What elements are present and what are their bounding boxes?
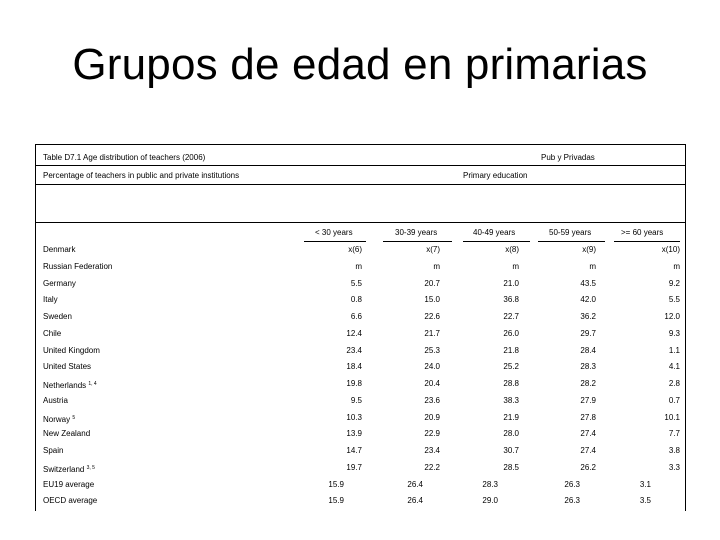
country-name: Sweden [43,312,72,321]
divider [36,165,685,166]
footnote-marker: 5 [72,414,76,421]
cell-60-plus: 4.1 [668,362,680,372]
table-subcaption: Percentage of teachers in public and private institutions [43,171,240,180]
table-row [36,328,685,340]
cell-60-plus: 10.1 [664,412,680,422]
cell-50-59: 27.9 [580,395,596,405]
cell-50-59: x(9) [582,245,596,254]
country-name: United States [43,362,92,372]
cell-under-30: x(6) [348,245,362,254]
row-label [43,261,112,273]
table-subcaption-right: Primary education [463,171,528,180]
cell-50-59: 28.4 [580,345,596,355]
cell-under-30: 15.9 [328,496,344,506]
row-label [43,328,61,340]
cell-under-30: 6.6 [350,312,362,321]
cell-60-plus: 3.1 [639,479,651,489]
cell-40-49: 28.3 [482,479,498,489]
cell-50-59: 26.3 [564,496,580,506]
cell-50-59: 26.3 [564,479,580,489]
country-name: Switzerland [43,464,85,474]
table-row [36,311,685,323]
cell-50-59: 29.7 [580,328,596,338]
cell-60-plus: m [673,261,680,271]
row-label [43,428,90,440]
column-header-50-59: 50-59 years [549,228,592,237]
row-label [43,412,75,426]
cell-50-59: 27.4 [580,446,596,455]
column-underline [614,241,680,242]
row-label [43,445,63,457]
cell-50-59: 27.8 [580,412,596,422]
row-label [43,311,72,323]
cell-50-59: 26.2 [580,462,596,472]
cell-under-30: 9.5 [350,395,362,405]
column-header-60-plus: >= 60 years [621,228,664,237]
cell-under-30: 15.9 [328,479,344,489]
cell-30-39: 22.9 [424,429,440,439]
cell-30-39: 20.7 [424,278,440,288]
column-underline [304,241,366,242]
row-label [43,345,100,357]
cell-60-plus: 9.3 [668,328,680,338]
divider [36,184,685,185]
cell-30-39: 26.4 [407,479,423,489]
cell-50-59: 28.3 [580,362,596,372]
cell-50-59: 36.2 [580,312,596,321]
cell-30-39: 21.7 [424,328,440,338]
row-label [43,294,58,306]
row-label [43,479,94,491]
country-name: EU19 average [43,479,95,489]
column-header-40-49: 40-49 years [473,228,516,237]
table-row [36,361,685,373]
cell-60-plus: 9.2 [668,278,680,288]
country-name: United Kingdom [43,345,100,355]
country-name: Spain [43,446,64,455]
country-name: OECD average [43,496,98,506]
cell-40-49: 25.2 [503,362,519,372]
column-header-under-30: < 30 years [315,228,353,237]
column-underline [463,241,530,242]
cell-40-49: 21.0 [503,278,519,288]
cell-60-plus: 5.5 [668,295,680,305]
cell-40-49: 21.9 [503,412,519,422]
cell-under-30: 10.3 [346,412,362,422]
country-name: Netherlands [43,381,87,390]
cell-30-39: 23.6 [424,395,440,405]
row-label [43,495,97,507]
cell-30-39: 26.4 [407,496,423,506]
cell-under-30: 14.7 [346,446,362,455]
cell-under-30: 19.7 [346,462,362,472]
table-row [36,395,685,407]
slide-title: Grupos de edad en primarias [72,40,648,89]
table-row [36,378,685,390]
table-row [36,428,685,440]
table-row [36,278,685,290]
table-row [36,294,685,306]
country-name: Denmark [43,245,76,254]
cell-40-49: 28.8 [503,379,519,388]
table-row [36,479,685,491]
row-label [43,395,68,407]
cell-40-49: 30.7 [503,446,519,455]
cell-60-plus: 0.7 [668,395,680,405]
cell-60-plus: 7.7 [668,429,680,439]
cell-30-39: m [433,261,440,271]
table-row [36,495,685,507]
cell-under-30: 0.8 [350,295,362,305]
row-label [43,361,91,373]
cell-50-59: 27.4 [580,429,596,439]
cell-30-39: 15.0 [424,295,440,305]
table-row [36,261,685,273]
cell-60-plus: 12.0 [664,312,680,321]
cell-under-30: 12.4 [346,328,362,338]
cell-30-39: 23.4 [424,446,440,455]
column-underline [383,241,452,242]
cell-40-49: 26.0 [503,328,519,338]
cell-60-plus: 3.3 [668,462,680,472]
cell-50-59: 28.2 [580,379,596,388]
data-table [35,144,686,511]
footnote-marker: 3, 5 [86,464,95,471]
cell-40-49: 28.0 [503,429,519,439]
divider [36,222,685,223]
cell-under-30: m [355,261,362,271]
cell-30-39: 22.6 [424,312,440,321]
row-label [43,378,97,392]
cell-60-plus: 3.8 [668,446,680,455]
table-row [36,412,685,424]
column-underline [538,241,605,242]
cell-50-59: 42.0 [580,295,596,305]
country-name: New Zealand [43,429,91,439]
cell-60-plus: 3.5 [639,496,651,506]
country-name: Russian Federation [43,261,113,271]
cell-60-plus: 1.1 [668,345,680,355]
cell-40-49: 29.0 [482,496,498,506]
cell-60-plus: x(10) [661,245,680,254]
cell-40-49: 22.7 [503,312,519,321]
country-name: Germany [43,278,76,288]
table-row [36,244,685,256]
cell-30-39: 20.4 [424,379,440,388]
row-label [43,278,76,290]
cell-under-30: 18.4 [346,362,362,372]
cell-50-59: 43.5 [580,278,596,288]
cell-40-49: 36.8 [503,295,519,305]
cell-30-39: 22.2 [424,462,440,472]
cell-30-39: x(7) [426,245,440,254]
table-row [36,462,685,474]
cell-30-39: 20.9 [424,412,440,422]
row-label [43,244,75,256]
country-name: Norway [43,414,71,424]
table-caption-right: Pub y Privadas [541,153,595,162]
cell-30-39: 24.0 [424,362,440,372]
country-name: Italy [43,295,58,305]
cell-30-39: 25.3 [424,345,440,355]
table-caption: Table D7.1 Age distribution of teachers (2006) [43,153,206,162]
cell-under-30: 13.9 [346,429,362,439]
cell-40-49: 21.8 [503,345,519,355]
country-name: Austria [43,395,68,405]
cell-40-49: x(8) [505,245,519,254]
table-row [36,445,685,457]
cell-50-59: m [589,261,596,271]
footnote-marker: 1, 4 [88,381,97,387]
column-header-30-39: 30-39 years [395,228,438,237]
cell-under-30: 23.4 [346,345,362,355]
cell-60-plus: 2.8 [668,379,680,388]
cell-40-49: 28.5 [503,462,519,472]
cell-under-30: 19.8 [346,379,362,388]
country-name: Chile [43,328,62,338]
table-row [36,345,685,357]
cell-under-30: 5.5 [350,278,362,288]
cell-40-49: m [512,261,519,271]
row-label [43,462,95,476]
cell-40-49: 38.3 [503,395,519,405]
